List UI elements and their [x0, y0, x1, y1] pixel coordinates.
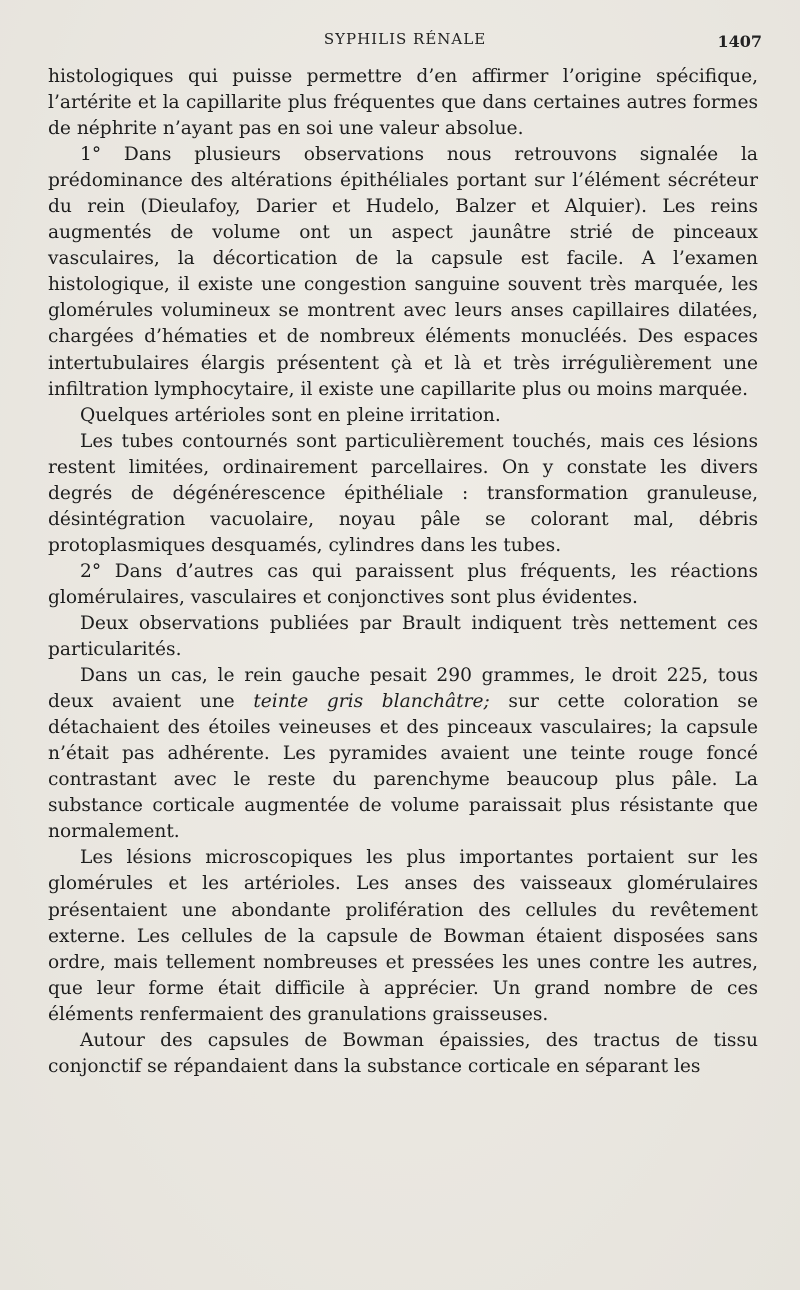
paragraph — [48, 663, 758, 845]
paragraph: histologiques qui puisse permettre d’en affirmer l’origine spécifique, l’artérite et la capillarite plus fréquentes que dans certaines autres formes de néphrite n’ayant pas en soi une valeur absolue. — [48, 66, 758, 140]
paragraph: Autour des capsules de Bowman épaissies, des tractus de tissu conjonctif se répandaient dans la substance corticale en séparant les — [48, 1029, 758, 1077]
paragraph-text: Dans un cas, le rein gauche pesait 290 grammes, le droit 225, tous deux avaient une — [48, 665, 758, 713]
paragraph: 2° Dans d’autres cas qui paraissent plus fréquents, les réactions glomérulaires, vasculaires et conjonctives sont plus évidentes. — [48, 560, 758, 608]
page-header — [48, 30, 762, 54]
body-text — [48, 64, 758, 1080]
paragraph: Les tubes contournés sont particulièrement touchés, mais ces lésions restent limitées, ordinairement parcellaires. On y constate les divers degrés de dégénérescence épithéliale : transformation granuleuse, désintégration vacuolaire, noyau pâle se colorant mal, débris protoplasmiques desquamés, cylindres dans les tubes. — [48, 430, 758, 556]
running-title: SYPHILIS RÉNALE — [323, 30, 487, 48]
paragraph: Deux observations publiées par Brault indiquent très nettement ces particularités. — [48, 612, 758, 661]
italic-phrase: teinte gris blanchâtre; — [253, 691, 490, 713]
paragraph-text: sur cette coloration se détachaient des étoiles veineuses et des pinceaux vasculaires; la capsule n’était pas adhérente. Les pyramides avaient une teinte rouge foncé contrastant avec le reste du parenchyme beaucoup plus pâle. La substance corticale augmentée de volume paraissait plus résistante que normalement. — [48, 691, 758, 843]
page-number: 1407 — [717, 32, 762, 51]
paragraph: Quelques artérioles sont en pleine irritation. — [80, 404, 501, 426]
paragraph: 1° Dans plusieurs observations nous retrouvons signalée la prédominance des altérations épithéliales portant sur l’élément sécréteur du rein (Dieulafoy, Darier et Hudelo, Balzer et Alquier). Les reins augmentés de volume ont un aspect jaunâtre strié de pinceaux vasculaires, la décortication de la capsule est facile. A l’examen histologique, il existe une congestion sanguine souvent très marquée, les glomérules volumineux se montrent avec leurs anses capillaires dilatées, chargées d’hématies et de nombreux éléments monucléés. Des espaces intertubulaires élargis présentent çà et là et très irrégulièrement une infiltration lymphocytaire, il existe une capillarite plus ou moins marquée. — [48, 144, 758, 400]
paragraph: Les lésions microscopiques les plus importantes portaient sur les glomérules et les artérioles. Les anses des vaisseaux glomérulaires présentaient une abondante prolifération des cellules du revêtement externe. Les cellules de la capsule de Bowman étaient disposées sans ordre, mais tellement nombreuses et pressées les unes contre les autres, que leur forme était difficile à apprécier. Un grand nombre de ces éléments renfermaient des granulations graisseuses. — [48, 847, 758, 1025]
